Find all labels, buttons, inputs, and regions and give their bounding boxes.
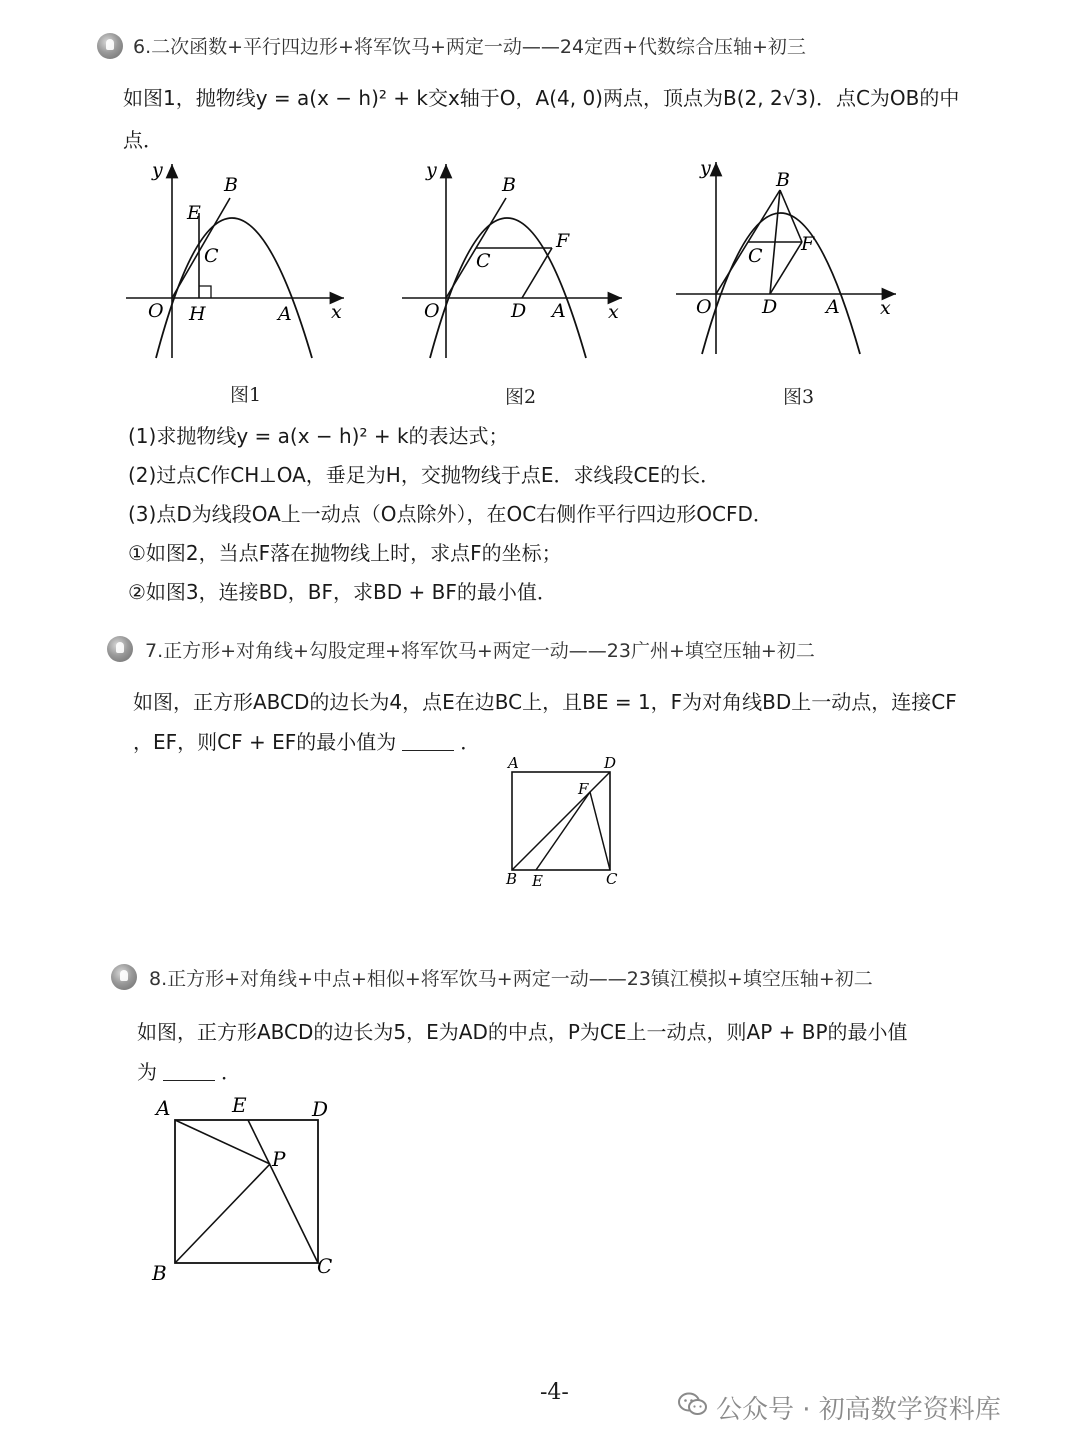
segment-OB bbox=[172, 198, 230, 298]
q6-part-3: (3)点D为线段OA上一动点（O点除外），在OC右侧作平行四边形OCFD． bbox=[128, 502, 773, 526]
q6-caption-3: 图3 bbox=[783, 386, 815, 408]
q6-part-2: (2)过点C作CH⊥OA，垂足为H，交抛物线于点E．求线段CE的长． bbox=[128, 463, 721, 487]
label-C: C bbox=[476, 250, 491, 272]
label-O: O bbox=[424, 300, 440, 322]
label-O: O bbox=[148, 300, 164, 322]
label-F: F bbox=[556, 230, 570, 252]
q6-caption-1: 图1 bbox=[230, 384, 262, 406]
label-E: E bbox=[232, 1093, 247, 1117]
label-A: A bbox=[508, 754, 519, 772]
q8-line-2-end: ． bbox=[221, 1060, 241, 1084]
q8-title: 8.正方形+对角线+中点+相似+将军饮马+两定一动——23镇江模拟+填空压轴+初二 bbox=[149, 968, 873, 990]
label-D: D bbox=[312, 1097, 329, 1121]
label-C: C bbox=[606, 870, 618, 888]
q8-line-1: 如图，正方形ABCD的边长为5，E为AD的中点，P为CE上一动点，则AP + BP的最小值 bbox=[137, 1020, 908, 1044]
wechat-icon bbox=[678, 1392, 708, 1416]
q6-figure-2 bbox=[396, 158, 636, 368]
answer-blank bbox=[402, 750, 454, 751]
label-B: B bbox=[776, 169, 790, 191]
label-y: y bbox=[700, 158, 711, 179]
q8-line-2-text: 为 bbox=[137, 1060, 157, 1084]
q6-part-3-1: ①如图2，当点F落在抛物线上时，求点F的坐标； bbox=[128, 541, 562, 565]
diagonal-BD bbox=[512, 772, 610, 870]
segment-EF bbox=[536, 792, 590, 870]
q6-part-3-2: ②如图3，连接BD，BF，求BD + BF的最小值． bbox=[128, 580, 557, 604]
label-A: A bbox=[826, 296, 840, 318]
label-B: B bbox=[506, 870, 518, 888]
label-E: E bbox=[532, 872, 543, 890]
q7-line-2-end: ． bbox=[460, 730, 481, 754]
q7-title: 7.正方形+对角线+勾股定理+将军饮马+两定一动——23广州+填空压轴+初二 bbox=[145, 640, 815, 662]
segment-FD bbox=[522, 248, 552, 298]
page-number: -4- bbox=[540, 1380, 569, 1405]
label-B: B bbox=[502, 174, 516, 196]
segment-BF bbox=[780, 190, 802, 242]
parabola bbox=[156, 218, 312, 358]
q8-figure bbox=[140, 1090, 350, 1290]
right-angle-mark bbox=[199, 286, 211, 298]
label-C: C bbox=[748, 245, 763, 267]
q7-line-2-text: ，EF，则CF + EF的最小值为 bbox=[133, 730, 397, 754]
label-B: B bbox=[152, 1261, 167, 1285]
label-P: P bbox=[272, 1147, 286, 1171]
q6-figure-1 bbox=[120, 158, 360, 368]
label-E: E bbox=[187, 202, 201, 224]
lightbulb-icon bbox=[111, 964, 137, 990]
label-D: D bbox=[762, 296, 778, 318]
label-A: A bbox=[552, 300, 566, 322]
q7-line-2 bbox=[133, 726, 480, 755]
label-F: F bbox=[801, 233, 815, 255]
segment-CE bbox=[248, 1120, 318, 1263]
q6-intro-1: 如图1，抛物线y = a(x − h)² + k交x轴于O，A(4, 0)两点，顶点为B(2, 2√3)．点C为OB的中 bbox=[123, 86, 960, 110]
label-x: x bbox=[880, 297, 891, 319]
label-y: y bbox=[152, 159, 163, 181]
watermark: 公众号 · 初高数学资料库 bbox=[716, 1395, 1001, 1425]
segment-BP bbox=[175, 1164, 270, 1263]
lightbulb-icon bbox=[97, 33, 123, 59]
label-x: x bbox=[608, 301, 619, 323]
answer-blank bbox=[163, 1080, 215, 1081]
label-D: D bbox=[511, 300, 527, 322]
lightbulb-icon bbox=[107, 636, 133, 662]
segment-AP bbox=[175, 1120, 270, 1164]
q6-figure-3 bbox=[672, 158, 912, 368]
parabola bbox=[702, 213, 860, 354]
q7-figure bbox=[498, 752, 628, 892]
label-F: F bbox=[578, 780, 589, 798]
q6-title: 6.二次函数+平行四边形+将军饮马+两定一动——24定西+代数综合压轴+初三 bbox=[133, 36, 806, 58]
label-D: D bbox=[604, 754, 617, 772]
label-y: y bbox=[426, 159, 437, 181]
q7-line-1: 如图，正方形ABCD的边长为4，点E在边BC上，且BE = 1，F为对角线BD上一动点，连接CF bbox=[133, 690, 957, 714]
q6-caption-2: 图2 bbox=[505, 386, 537, 408]
q6-part-1: (1)求抛物线y = a(x − h)² + k的表达式； bbox=[128, 424, 509, 448]
label-C: C bbox=[317, 1254, 333, 1278]
label-C: C bbox=[204, 245, 219, 267]
segment-CF bbox=[590, 792, 610, 870]
label-A: A bbox=[278, 303, 292, 325]
label-A: A bbox=[156, 1096, 171, 1120]
label-O: O bbox=[696, 296, 712, 318]
q6-intro-2: 点． bbox=[123, 128, 163, 152]
q8-line-2 bbox=[137, 1056, 241, 1085]
label-x: x bbox=[331, 301, 342, 323]
label-B: B bbox=[224, 174, 238, 196]
label-H: H bbox=[189, 303, 206, 325]
